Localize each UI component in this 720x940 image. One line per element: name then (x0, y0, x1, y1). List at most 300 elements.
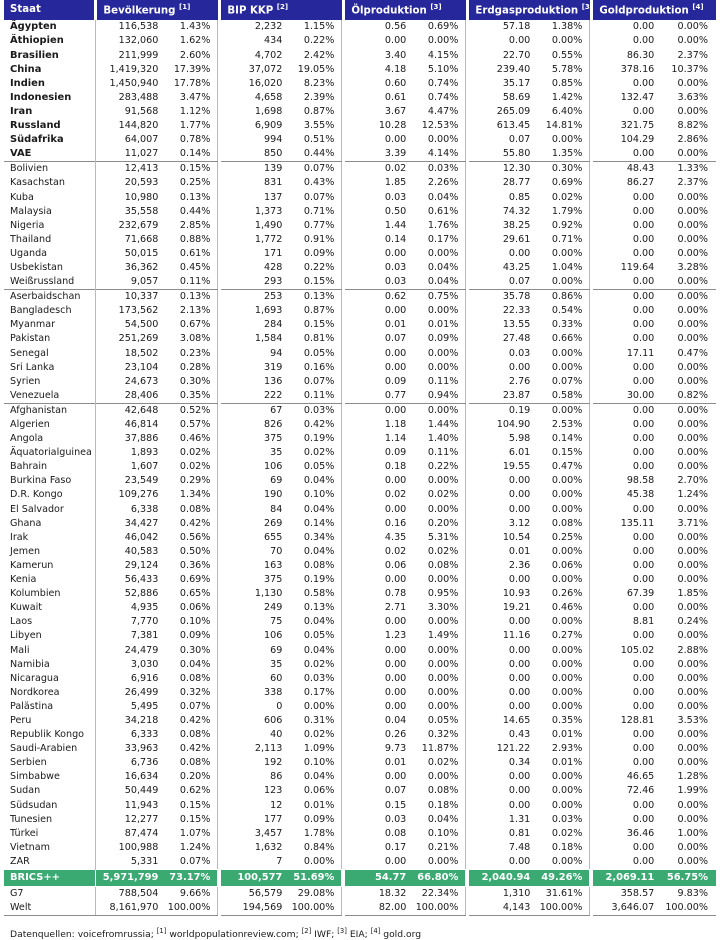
country-name-cell: Venezuela (4, 389, 96, 404)
percent-cell-gas: 0.00% (536, 503, 592, 517)
percent-cell-oil: 1.49% (412, 629, 468, 643)
value-cell-gold: 0.00 (632, 447, 655, 459)
percent-cell-gdp: 0.15% (288, 275, 344, 290)
value-cell-gdp: 831 (264, 177, 283, 189)
percent-cell-pop: 1.34% (164, 488, 220, 502)
percent-cell-gas: 0.03% (536, 813, 592, 827)
column-header-bip-kkp: BIP KKP [2] (220, 0, 344, 20)
value-cell-oil: 0.00 (384, 672, 407, 684)
country-name-cell: Äthiopien (4, 34, 96, 48)
value-cell-oil: 0.56 (384, 21, 407, 33)
value-cell-oil: 0.00 (384, 700, 407, 712)
table-row (4, 545, 716, 559)
percent-cell-gdp: 19.05% (288, 63, 344, 77)
percent-cell-gdp: 0.10% (288, 488, 344, 502)
percent-cell-gold: 0.00% (677, 686, 708, 698)
country-name-cell: ZAR (4, 855, 96, 870)
percent-cell-oil: 0.00% (412, 855, 468, 870)
percent-cell-gold: 0.00% (677, 672, 708, 684)
percent-cell-gdp: 0.02% (288, 728, 344, 742)
value-cell-pop: 24,673 (124, 375, 159, 387)
footnote-marker-3b: [3] (581, 3, 593, 11)
value-cell-pop: 100,988 (118, 841, 159, 853)
percent-cell-gas: 14.81% (536, 119, 592, 133)
value-cell-gas: 0.85 (508, 191, 531, 203)
percent-cell-gdp: 0.22% (288, 261, 344, 275)
value-cell-gold: 0.00 (632, 375, 655, 387)
value-cell-gold: 86.27 (626, 177, 655, 189)
percent-cell-oil: 0.74% (412, 91, 468, 105)
value-cell-oil: 0.07 (384, 333, 407, 345)
summary-value-gold: 358.57 (592, 887, 660, 902)
percent-cell-gas: 1.38% (536, 20, 592, 34)
value-cell-gdp: 994 (264, 134, 283, 146)
percent-cell-pop: 0.42% (164, 742, 220, 756)
percent-cell-gold: 0.00% (677, 375, 708, 387)
percent-cell-pop: 1.24% (164, 841, 220, 855)
percent-cell-oil: 0.00% (412, 573, 468, 587)
percent-cell-gas: 0.18% (536, 841, 592, 855)
percent-cell-gold: 0.00% (677, 219, 708, 231)
value-cell-gold: 0.00 (632, 503, 655, 515)
percent-cell-pop: 0.30% (164, 375, 220, 389)
value-cell-oil: 10.28 (378, 120, 407, 132)
value-cell-gas: 0.01 (508, 545, 531, 557)
percent-cell-gas: 0.25% (536, 531, 592, 545)
percent-cell-oil: 0.21% (412, 841, 468, 855)
table-row (4, 799, 716, 813)
percent-cell-gas: 0.00% (536, 615, 592, 629)
percent-cell-gas: 0.47% (536, 460, 592, 474)
percent-cell-pop: 0.50% (164, 545, 220, 559)
value-cell-gdp: 319 (264, 361, 283, 373)
value-cell-oil: 9.73 (384, 743, 407, 755)
percent-cell-gdp: 0.77% (288, 219, 344, 233)
value-cell-gdp: 2,113 (254, 743, 283, 755)
percent-cell-gdp: 0.13% (288, 601, 344, 615)
percent-cell-gold: 0.00% (677, 247, 708, 259)
summary-percent-gdp: 100.00% (288, 901, 344, 916)
percent-cell-gdp: 0.07% (288, 191, 344, 205)
value-cell-gold: 67.39 (626, 588, 655, 600)
country-name-cell: El Salvador (4, 503, 96, 517)
value-cell-gold: 0.00 (632, 361, 655, 373)
percent-cell-gdp: 0.43% (288, 176, 344, 190)
percent-cell-gas: 0.00% (536, 403, 592, 418)
percent-cell-gold: 0.00% (677, 743, 708, 755)
value-cell-gas: 0.00 (508, 574, 531, 586)
value-cell-gdp: 69 (270, 475, 283, 487)
value-cell-gdp: 375 (264, 574, 283, 586)
value-cell-gas: 23.87 (502, 389, 531, 401)
percent-cell-gas: 0.00% (536, 658, 592, 672)
value-cell-gas: 0.00 (508, 771, 531, 783)
value-cell-pop: 6,333 (130, 729, 159, 741)
value-cell-gold: 0.00 (632, 630, 655, 642)
percent-cell-gdp: 0.87% (288, 304, 344, 318)
source-note-marker: [2] (301, 927, 312, 936)
value-cell-gas: 29.61 (502, 233, 531, 245)
percent-cell-gold: 0.24% (677, 616, 708, 628)
value-cell-gas: 6.01 (508, 447, 531, 459)
percent-cell-pop: 1.07% (164, 827, 220, 841)
percent-cell-oil: 0.00% (412, 247, 468, 261)
percent-cell-oil: 0.02% (412, 545, 468, 559)
source-note-marker: [1] (156, 927, 167, 936)
value-cell-pop: 6,916 (130, 672, 159, 684)
percent-cell-gold: 0.00% (677, 419, 708, 431)
value-cell-oil: 3.39 (384, 148, 407, 160)
value-cell-oil: 0.17 (384, 841, 407, 853)
value-cell-gas: 0.34 (508, 757, 531, 769)
value-cell-gdp: 69 (270, 644, 283, 656)
percent-cell-gold: 0.00% (677, 305, 708, 317)
table-row (4, 105, 716, 119)
sources-label: Datenquellen: (10, 929, 75, 940)
table-row (4, 304, 716, 318)
percent-cell-pop: 0.28% (164, 361, 220, 375)
percent-cell-gas: 0.00% (536, 34, 592, 48)
value-cell-gas: 0.00 (508, 247, 531, 259)
value-cell-gold: 0.00 (632, 21, 655, 33)
percent-cell-oil: 0.05% (412, 714, 468, 728)
value-cell-gas: 12.30 (468, 162, 536, 177)
percent-cell-gdp: 0.04% (288, 644, 344, 658)
summary-percent-oil: 66.80% (412, 870, 468, 887)
summary-row-welt (4, 901, 716, 916)
value-cell-oil: 1.44 (384, 219, 407, 231)
value-cell-gdp: 60 (270, 672, 283, 684)
value-cell-gas: 13.55 (502, 319, 531, 331)
percent-cell-gas: 0.69% (536, 176, 592, 190)
value-cell-gas: 0.00 (508, 503, 531, 515)
country-name-cell: Simbabwe (4, 770, 96, 784)
percent-cell-oil: 0.02% (412, 488, 468, 502)
table-row (4, 474, 716, 488)
percent-cell-oil: 0.00% (412, 672, 468, 686)
percent-cell-oil: 0.00% (412, 403, 468, 418)
value-cell-pop: 3,030 (130, 658, 159, 670)
value-cell-oil: 0.00 (384, 347, 407, 359)
summary-percent-gas: 31.61% (536, 887, 592, 902)
source-entry: EIA; (346, 929, 371, 940)
footnote-marker-4: [4] (692, 3, 704, 11)
percent-cell-gold: 0.00% (677, 361, 708, 373)
percent-cell-gold: 1.33% (660, 162, 716, 177)
value-cell-pop: 1,893 (130, 447, 159, 459)
value-cell-pop: 36,362 (124, 261, 159, 273)
percent-cell-pop: 0.42% (164, 517, 220, 531)
percent-cell-gold: 0.00% (677, 841, 708, 853)
table-row (4, 403, 716, 418)
summary-value-gas: 2,040.94 (468, 870, 536, 887)
percent-cell-gold: 0.00% (677, 757, 708, 769)
percent-cell-gold: 0.00% (677, 233, 708, 245)
footnote-marker-3: [3] (430, 3, 442, 11)
percent-cell-oil: 0.94% (412, 389, 468, 404)
table-row (4, 261, 716, 275)
value-cell-gdp: 0 (276, 700, 283, 712)
value-cell-oil: 0.06 (384, 559, 407, 571)
percent-cell-gas: 0.00% (536, 545, 592, 559)
value-cell-gdp: 655 (264, 531, 283, 543)
table-row (4, 813, 716, 827)
value-cell-gold: 0.00 (632, 855, 655, 867)
value-cell-gas: 58.69 (502, 91, 531, 103)
percent-cell-gdp: 0.04% (288, 615, 344, 629)
value-cell-gdp: 606 (264, 714, 283, 726)
value-cell-gdp: 192 (264, 757, 283, 769)
percent-cell-gas: 0.00% (536, 133, 592, 147)
percent-cell-gas: 0.54% (536, 304, 592, 318)
percent-cell-oil: 0.00% (412, 361, 468, 375)
percent-cell-oil: 0.00% (412, 658, 468, 672)
percent-cell-oil: 0.69% (412, 20, 468, 34)
value-cell-gold: 0.00 (632, 433, 655, 445)
percent-cell-gold: 8.82% (677, 120, 708, 132)
source-entry: voicefromrussia; (77, 929, 157, 940)
percent-cell-pop: 0.78% (164, 133, 220, 147)
summary-value-oil: 18.32 (344, 887, 412, 902)
percent-cell-gdp: 0.58% (288, 587, 344, 601)
value-cell-gdp: 249 (264, 602, 283, 614)
value-cell-gdp: 12 (270, 799, 283, 811)
percent-cell-gdp: 0.19% (288, 573, 344, 587)
value-cell-gas: 0.07 (508, 276, 531, 288)
percent-cell-gold: 0.00% (677, 799, 708, 811)
value-cell-gold: 0.00 (632, 219, 655, 231)
column-header-bevoelkerung: Bevölkerung [1] (96, 0, 220, 20)
value-cell-gold: 0.00 (632, 799, 655, 811)
value-cell-oil: 3.67 (384, 105, 407, 117)
summary-value-gdp: 100,577 (220, 870, 288, 887)
value-cell-gdp: 4,702 (254, 49, 283, 61)
value-cell-pop: 251,269 (118, 333, 159, 345)
table-row (4, 290, 716, 305)
value-cell-oil: 0.07 (384, 785, 407, 797)
percent-cell-gas: 0.01% (536, 728, 592, 742)
table-row (4, 728, 716, 742)
column-header-erdgasproduktion: Erdgasproduktion [3] (468, 0, 592, 20)
percent-cell-oil: 1.40% (412, 432, 468, 446)
value-cell-oil: 0.00 (384, 361, 407, 373)
percent-cell-gdp: 0.14% (288, 517, 344, 531)
percent-cell-gas: 0.07% (536, 375, 592, 389)
table-row (4, 517, 716, 531)
percent-cell-pop: 0.08% (164, 756, 220, 770)
value-cell-gold: 45.38 (626, 489, 655, 501)
value-cell-oil: 0.00 (384, 247, 407, 259)
percent-cell-gas: 0.00% (536, 474, 592, 488)
value-cell-gas: 0.00 (508, 799, 531, 811)
value-cell-pop: 6,338 (130, 503, 159, 515)
value-cell-oil: 0.00 (384, 305, 407, 317)
percent-cell-gdp: 1.09% (288, 742, 344, 756)
percent-cell-gold: 2.86% (677, 134, 708, 146)
value-cell-gas: 74.32 (502, 205, 531, 217)
percent-cell-gdp: 0.71% (288, 205, 344, 219)
value-cell-gold: 30.00 (626, 389, 655, 401)
value-cell-pop: 109,276 (118, 489, 159, 501)
percent-cell-gold: 0.00% (677, 191, 708, 203)
table-row (4, 855, 716, 870)
brics-statistics-table (4, 0, 716, 916)
value-cell-gdp: 3,457 (254, 827, 283, 839)
country-name-cell: Indonesien (4, 91, 96, 105)
percent-cell-gold: 2.37% (677, 177, 708, 189)
percent-cell-gdp: 1.15% (288, 20, 344, 34)
percent-cell-gold: 0.00% (677, 148, 708, 160)
value-cell-oil: 0.03 (384, 191, 407, 203)
value-cell-gas: 19.21 (502, 602, 531, 614)
percent-cell-gdp: 1.78% (288, 827, 344, 841)
summary-percent-gas: 100.00% (536, 901, 592, 916)
percent-cell-gold: 2.70% (677, 475, 708, 487)
country-name-cell: Bangladesch (4, 304, 96, 318)
percent-cell-gdp: 0.51% (288, 133, 344, 147)
value-cell-gold: 0.00 (632, 233, 655, 245)
value-cell-gold: 72.46 (626, 785, 655, 797)
value-cell-gas: 0.07 (508, 134, 531, 146)
percent-cell-gas: 2.53% (536, 418, 592, 432)
country-name-cell: Bolivien (4, 162, 96, 177)
percent-cell-oil: 0.22% (412, 460, 468, 474)
percent-cell-gas: 2.93% (536, 742, 592, 756)
value-cell-oil: 0.00 (384, 644, 407, 656)
percent-cell-pop: 0.29% (164, 474, 220, 488)
country-name-cell: Südsudan (4, 799, 96, 813)
country-name-cell: Malaysia (4, 205, 96, 219)
value-cell-gold: 0.00 (632, 743, 655, 755)
table-row (4, 205, 716, 219)
percent-cell-gdp: 0.81% (288, 332, 344, 346)
table-row (4, 361, 716, 375)
country-name-cell: China (4, 63, 96, 77)
percent-cell-gdp: 0.84% (288, 841, 344, 855)
value-cell-oil: 1.85 (384, 177, 407, 189)
country-name-cell: Senegal (4, 347, 96, 361)
country-name-cell: Brasilien (4, 49, 96, 63)
country-name-cell: Kuwait (4, 601, 96, 615)
value-cell-oil: 1.18 (384, 419, 407, 431)
table-row (4, 77, 716, 91)
value-cell-pop: 54,500 (124, 319, 159, 331)
percent-cell-gdp: 0.09% (288, 247, 344, 261)
percent-cell-gold: 0.00% (677, 333, 708, 345)
percent-cell-oil: 0.61% (412, 205, 468, 219)
value-cell-pop: 50,449 (124, 785, 159, 797)
percent-cell-gdp: 0.05% (288, 460, 344, 474)
percent-cell-gold: 0.00% (677, 461, 708, 473)
value-cell-gas: 38.25 (502, 219, 531, 231)
country-name-cell: Libyen (4, 629, 96, 643)
column-header-oelproduktion: Ölproduktion [3] (344, 0, 468, 20)
value-cell-gold: 17.11 (626, 347, 655, 359)
value-cell-gold: 0.00 (632, 813, 655, 825)
summary-value-pop: 788,504 (96, 887, 164, 902)
percent-cell-gas: 1.42% (536, 91, 592, 105)
value-cell-pop: 33,963 (124, 743, 159, 755)
value-cell-gdp: 1,772 (254, 233, 283, 245)
table-row (4, 191, 716, 205)
percent-cell-gdp: 0.16% (288, 361, 344, 375)
value-cell-pop: 52,886 (124, 588, 159, 600)
percent-cell-gas: 1.35% (536, 147, 592, 162)
table-row (4, 20, 716, 34)
percent-cell-gdp: 0.11% (288, 389, 344, 404)
percent-cell-pop: 3.08% (164, 332, 220, 346)
country-name-cell: Jemen (4, 545, 96, 559)
value-cell-gdp: 37,072 (248, 63, 283, 75)
value-cell-gas: 104.90 (496, 419, 531, 431)
country-name-cell: Nigeria (4, 219, 96, 233)
value-cell-gdp: 86 (270, 771, 283, 783)
summary-row-g7 (4, 887, 716, 902)
percent-cell-gold: 0.00% (677, 531, 708, 543)
value-cell-gas: 0.00 (508, 658, 531, 670)
percent-cell-gold: 0.00% (677, 77, 708, 89)
value-cell-gas: 0.00 (508, 616, 531, 628)
value-cell-gas: 22.70 (502, 49, 531, 61)
value-cell-gas: 0.00 (508, 489, 531, 501)
value-cell-pop: 10,980 (124, 191, 159, 203)
percent-cell-gas: 0.14% (536, 432, 592, 446)
percent-cell-gdp: 0.22% (288, 34, 344, 48)
value-cell-pop: 12,413 (96, 162, 164, 177)
percent-cell-gold: 1.99% (677, 785, 708, 797)
country-name-cell: Tunesien (4, 813, 96, 827)
value-cell-gdp: 269 (264, 517, 283, 529)
value-cell-oil: 0.03 (384, 276, 407, 288)
value-cell-gold: 8.81 (632, 616, 655, 628)
value-cell-pop: 23,549 (124, 475, 159, 487)
table-row (4, 375, 716, 389)
percent-cell-gold: 0.00% (677, 545, 708, 557)
value-cell-pop: 1,607 (130, 461, 159, 473)
value-cell-oil: 0.14 (384, 233, 407, 245)
percent-cell-gdp: 0.17% (288, 686, 344, 700)
value-cell-gold: 36.46 (626, 827, 655, 839)
percent-cell-oil: 4.15% (412, 49, 468, 63)
table-row (4, 176, 716, 190)
country-name-cell: Mali (4, 644, 96, 658)
value-cell-gas: 0.00 (508, 475, 531, 487)
value-cell-gold: 0.00 (632, 191, 655, 203)
percent-cell-gold: 1.00% (677, 827, 708, 839)
percent-cell-pop: 0.61% (164, 247, 220, 261)
percent-cell-oil: 3.30% (412, 601, 468, 615)
percent-cell-pop: 0.52% (164, 403, 220, 418)
country-name-cell: Pakistan (4, 332, 96, 346)
value-cell-pop: 20,593 (124, 177, 159, 189)
value-cell-gdp: 106 (264, 630, 283, 642)
value-cell-pop: 211,999 (118, 49, 159, 61)
value-cell-oil: 0.26 (384, 729, 407, 741)
value-cell-oil: 4.35 (384, 531, 407, 543)
table-row (4, 233, 716, 247)
value-cell-gdp: 70 (270, 545, 283, 557)
value-cell-oil: 0.78 (384, 588, 407, 600)
country-name-cell: Vietnam (4, 841, 96, 855)
value-cell-gold: 48.43 (592, 162, 660, 177)
percent-cell-gas: 0.27% (536, 629, 592, 643)
table-row (4, 389, 716, 404)
summary-value-gdp: 194,569 (220, 901, 288, 916)
value-cell-oil: 0.01 (384, 319, 407, 331)
percent-cell-gold: 0.00% (677, 574, 708, 586)
percent-cell-gas: 0.00% (536, 488, 592, 502)
value-cell-gold: 0.00 (632, 545, 655, 557)
